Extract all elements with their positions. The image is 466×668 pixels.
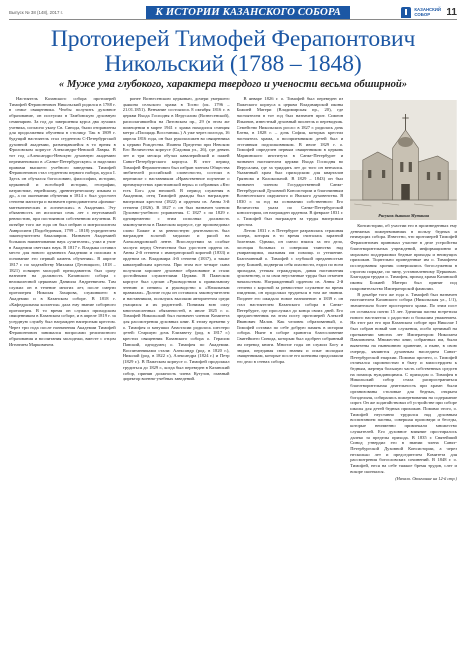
article-title-line2: Никольский (1788 – 1848): [104, 50, 362, 77]
continuation-note: (Начало. Окончание на 12-й стр.): [395, 475, 457, 481]
cathedral-icon: [401, 7, 411, 18]
paragraph: Настоятель Казанского собора протоиерей Тимофей Ферапонтович Никольский родился в 1788 г. в семье священника. Чтобы получить духовное образование, он поступил в Тамбовскую духовную семинарию. За год до завершения курса два лучших ученика, согласно указу Св. Синода, были отправлены для продолжения обучения в столицу. Так в 1809 г. будущий настоятель стал студентом С-Петербургской духовной академии, размещавшейся в то время в Фроловском корпусе Александро-Невской Лавры. В тот год «Александро-Невскую духовную академию переименовали в «Санкт-Петербургскую» и наделили правами высшего учебного заведения. Тимофей Ферапонтович стал студентом первого набора, курса I. Здесь он обучался богословию, философии, истории, церковной и всеобщей истории, географии, патристике, еврейскому, древнегреческому языкам и др., а по окончании обучения в 1814 г. был удостоен степени магистра и назначен преподавателем «физико-математических и логических» в Академии. Эту обязанность он исполнял семь лет с неутомимой ревностию, при постоянном собственном изучении. В октябре того же года он был избран и митрополитом Амвросием (Подобедовым, 1799 – 1818) учредителем законоучителем бакалавром. Назначен Академией больших наименовании наук «учителем», учил и учит в Академии светских наук. В 1817 г. Владыка оставил место для нового адъюнкта Академии и положил в основание его первый камень обучения». В апреле 1817 г. по ходатайству Михаила (Десницкого, 1818 – 1821) освящен молодой преподаватель был сразу назначен на должность Казанского собора с великолепной церковью Даниила Андреевичем. Там служил он в течение многих лет, после смерти протоиерея Николая Захарова, служившего в Академии и в Казанском соборе. В 1818 г. «Кафедральная коллегия» дала ему звание соборного протоиерея. В то время он служил приходским священником в Казанском соборе, и в апреле 1819 г. за усердную службу был награжден наперсным крестом. Через три года после назначения Академии Тимофей Ферапонтович занимался вопросами религиозного образования и воспитания молодежи, вместе с отцом Игнатием Марковичем.: [9, 96, 116, 347]
column-3: [237, 96, 344, 628]
paragraph: Летом 1831 г. в Петербурге разразилась страшная холера, которая в то время считалась заразной болезнью. Однако, он смело взялся за это дело, посещая больных и совершая таинства над умирающими, оказывая им помощь и утешение. Благочинный о. Тимофей с глубокой преданностью делу Божией, подвергая себя опасности, ездил по всем приходам, утешая страждущих, давая наставления духовенству, и за свои неустанные труды был отмечен начальством. Награжденный орденом св. Анны 2-й степени с короной за ревностное служение во время эпидемии, он продолжал трудиться в том же звании. Позднее его ожидало новое назначение: в 1839 г. он стал настоятелем Казанского собора в Санкт-Петербурге, где прослужил до конца своих дней. Его предшественник на этом посту протоиерей Алексей Иванович Малов. Как человек образованный, о. Тимофей оставил по себе добрую память в истории собора. Ныне в соборе хранится благословение Святейшего Синода, которым был одобрен собранный им перевод книги. Многие годы он служил Богу и людям, передавая свои знания и опыт молодым священникам, которые после его кончины продолжили его дело в стенах собора.: [236, 227, 344, 365]
rubric-title: К ИСТОРИИ КАЗАНСКОГО СОБОРА: [146, 6, 349, 19]
article-columns: [9, 96, 457, 628]
page-number: 11: [446, 7, 457, 18]
cathedral-drawing-icon: [350, 100, 457, 220]
article-title: [9, 27, 457, 76]
paragraph: В январе 1826 г. о. Тимофей был переведен из Пажеского корпуса к церкви Владимирской иконы Божией Матери (Владимирская пр., 20), где настоятелем в тот год был назначен прот. Симеон Ильинов, известный духовный писатель и переводчик. Семейство Никольских росло: в 1827 г. родилась дочь Елена, в 1828 г. – дочь София, которых крестил настоятель храма, а восприемником детей был и отставным подполковником. В июле 1829 г. о. Тимофей определен первым священником в церковь Мариинского института в Санкт-Петербурге и назначен настоятелем церкви Входа Господня во Иерусалим, где за тридцать лет до того он венчался. Указанный храм был приходским для кварталов Грязнова и Колокольной. В 1829 – 1843) он был назначен членом Государственной Санкт-Петербургской Духовной Консистории и благочинным Вознесенского окружного и Ямского духовенства. В 1830 г. за год на основании собственного Его Величества указа по Санкт-Петербургской консистории, он награжден орденом. В феврале 1831 г. о. Тимофей был награжден за труды наперсным крестом.: [236, 96, 344, 227]
paragraph: ронее Вознесенскою церковью, дочери умершего дьякона сельского храма в Тосно (ок. 1796 – 21.01.1851). Венчание состоялось 8 октября 1816 г. в церкви Входа Господня в Иерусалим (Вознесенской), располагавшейся на Литовском пр., 29 (в этом же помещении в марте 1941 г. храма находился станция метро «Площадь Восстания».) А уже через полгода, 16 апреля 1816 года, он был рукоположен во священника к церкви Рождества. Иоанна Предтечи при Невском Его Величества корпусе (Садовая ул., 26), где девять лет и три месяца обучал кавалерийский и пажей Санкт-Петербургского корпуса. В этот период Тимофей Ферапонтович был избран членом Общества любителей российской словесности, состоял в переписке с наставником «Нравственное поучение о преимуществах христианской веры» и собраниях «Кто есть Бог» для юношей. В период служения в Академии, отец Тимофей дважды был награжден: наперсным крестом (1822) и орденом св. Анны 3-й степени (1826). В 1827 г. он был назначен членом Духовно-учебного управления. С 1827 г. по 1829 г. одновременно с этим исполнял должность законоучителя в Пажеском корпусе, где проповедовал слово Божие и за ревностную деятельность был награжден золотой медалью и рясой на Александровской ленте. Впоследствии за особые заслуги перед Отечеством был удостоен ордена св. Анны 2-й степени с императорской короной (1833) и орденом св. Владимира 4-й степени (1837), а также кавалерийским крестом. При этом все четыре сына получили хорошее духовное образование и стали достойными служителями Церкви. В Пажеском корпусе был сделан «Руководством к правильному чтению и пению» и руководство к «Начальным правилам». Долгие годы он оставался законоучителем и наставником, пользуясь высоким авторитетом среди учащихся и их родителей. Понимая всю силу многочисленных обязанностей, в июле 1825 г. о. Тимофей Никольский был назначен членом Комитета для рассмотрения духовных книг. К этому времени у о. Тимофея и матушки Анастасии родилось шестеро детей: Старшую дочь Елизавету (род. в 1817 г.) крестил священник Казанского собора о. Герасим Павский, однодумец о. Тимофея по Академии. Воспитанниками стали: Александр (род. в 1820 г.), Николай (род. в 1822 г.), Александра (1824 г.) и Петр (1829 г.). В Пажеском корпусе о. Тимофей продолжал трудиться до 1829 г., когда был переведен в Казанский собор, приняв должность члена Кутузов, главный директор военно-учебных заведений.: [122, 96, 230, 382]
column-1: [9, 96, 116, 628]
column-1-text: [9, 96, 116, 348]
column-4-text: [350, 223, 457, 475]
column-2-text: [123, 96, 230, 382]
column-3-text: [237, 96, 344, 365]
paragraph: Консистории, об участии его в произведенных ему денежных пожертвованиях в пользу бедных и неимущих собора. Известно, что протоиерей Тимофей Ферапонтович принимал участие в деле устройства благотворительных учреждений, информационно и морально поддерживал бедные приходы и неимущих прихожан. Тщательно проведенные им о. Тимофеем исследования хроник совершались богослужения в строгом порядке, по чину, установленному Церковью. Благодаря трудам о. Тимофея, приход храма Казанской иконы Божией Матери был принят под покровительство Императорской фамилии.: [350, 223, 457, 291]
column-2: [123, 96, 230, 628]
paragraph: В декабре того же года о. Тимофей был назначен настоятелем Казанского собора (Никольская ул., 1/1), значительно более просторного храма. По этим пост он оставался почти 15 лет. Здешняя паства встретила нового настоятеля с радостью и большим уважением. На этот раз его при Казанском соборе при Николае I был собран новый чин служения, особо ценимый на протяжении многих лет Императором Николаем Павловичем. Множество книг, собранных им, были вывезены на нынешнюю хранение, а ныне, в свою очередь, являются духовным наследием Санкт-Петербургской епархии. Помимо прочего, о. Тимофей отличался скромностью в быту и милосердием к бедным, жертвуя большую часть собственных средств на помощь нуждающимся. С приходом о. Тимофея в Никольский собор стала распространяться благотворительная деятельность при храме: были организованы столовые для бедных, открыта богадельня, собирались пожертвования на содержание сирот. Он же ходатайствовал об устройстве при соборе школы для детей бедных прихожан. Помимо этого, о. Тимофей неустанно трудился над духовным воспитанием паствы, совершая проповеди и беседы, которые неизменно привлекали множество слушателей. Его духовное влияние простиралось далеко за пределы прихода. В 1835 г. Святейший Синод утвердил его в звании члена Санкт-Петербургской Духовной Консистории, а через несколько лет и председателем Комитета для рассмотрения богословских сочинений. В 1848 г. о. Тимофей, неся на себе тяжкое бремя трудов, слег и вскоре скончался.: [350, 291, 457, 474]
page-header: [9, 6, 457, 20]
issue-label: Выпуск № 38 (148), 2017 г.: [9, 10, 63, 15]
cathedral-illustration: [350, 100, 457, 220]
article-subtitle: « Муже ума глубокого, характера твердого и учености весьма обширной»: [58, 79, 408, 90]
figure-caption: Рисунок дьякона Мутаина: [378, 213, 430, 218]
column-4: [350, 96, 457, 628]
article-title-line1: Протоиерей Тимофей Ферапонтович: [50, 26, 416, 52]
logo-text: КАЗАНСКИЙ СОБОР: [414, 6, 441, 17]
rubric-wrapper: [101, 6, 395, 19]
newspaper-logo: [401, 7, 442, 18]
